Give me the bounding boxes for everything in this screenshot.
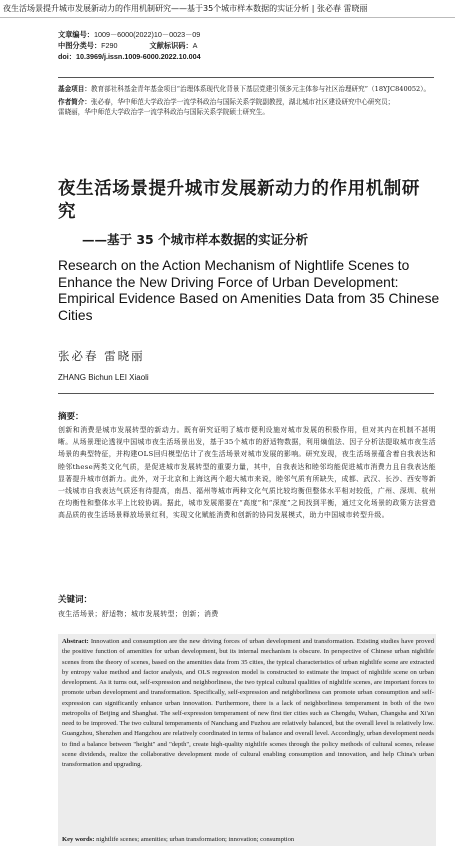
divider: [58, 77, 434, 78]
footnotes: [58, 84, 434, 120]
article-number: 文章编号：1009－6000(2022)10－0023－09: [58, 30, 201, 39]
author-note: 作者简介：张必春，华中师范大学政治学一流学科政治与国际关系学院副教授，湖北城市社区建设研究中心研究员； 雷晓丽，华中师范大学政治学一流学科政治与国际关系学院硕士研究生。: [58, 97, 395, 117]
abstract-cn-heading: 摘要：: [58, 412, 84, 422]
keywords-cn-heading: 关键词：: [58, 595, 93, 605]
subtitle-chinese: ——基于 35 个城市样本数据的实证分析: [82, 232, 309, 247]
keywords-chinese: 夜生活场景；舒适物；城市发展转型；创新；消费: [58, 610, 219, 618]
fund-note: 基金项目：教育部社科基金青年基金项目“治理体系现代化背景下基层党建引领多元主体参与社区治理研究”（18YJC840052）。: [58, 85, 431, 93]
document-code: 文献标识码：A: [149, 41, 198, 50]
authors-english: ZHANG Bichun LEI Xiaoli: [58, 373, 149, 382]
abstract-chinese: 创新和消费是城市发展转型的新动力。既有研究证明了城市便利设施对城市发展的积极作用，但对其内在机制不甚明晰。从场景理论透视中国城市夜生活场景出发，基于35个城市的舒适物数据，利用熵值法、因子分析法提取城市夜生活场景的典型特征，并构建OLS回归模型估计了夜生活场景对城市发展的影响。研究发现，夜生活场景蕴含着自我表达和睦邻these两类文化气质，是促进城市发展转型的重要力量，其中，自我表达和睦邻均能促进城市消费力且自我表达能显著提升城市创新力。此外，对于北京和上海这两个超大城市来说，睦邻气质有所缺失，成都、武汉、长沙、西安等新一线城市自我表达气质还有待提高，南昌、福州等城市两种文化气质比较均衡但整体水平相对较低，广州、深圳、杭州在均衡性和整体水平上比较协调。据此，城市发展需要在“高度”和“深度”之间找到平衡，通过文化场景的政策方法营造高品质的夜生活场景释放场景红利，实现文化赋能消费和创新的协同发展模式，助力中国城市转型升级。: [58, 426, 436, 520]
authors-chinese: 张必春 雷晓丽: [58, 349, 145, 363]
abstract-english: Abstract: Innovation and consumption are the new driving forces of urban development and transformation. Existing studies have proved the positive function of amenities for urban development, but its internal mechanism is obscure. In perspective of Chinese urban nightlife scenes from the theory of scenes, based on the amenities data from 35 cities, the typical characteristics of urban nightlife scene are extracted by entropy value method and factor analysis, and OLS regression model is constructed to estimate the impact of nightlife scene on urban development. As it turns out, self-expression and neighborliness, the two typical cultural qualities of nightlife scenes, are important forces to promote urban development and transformation. Specifically, self-expression and neighborliness can promote urban consumption and self-expression can significantly enhance urban innovation. Furthermore, there is a lack of neighborliness temperament in both of the two metropolis of Beijing and Shanghai. The self-expression temperament of new first tier cities such as Chengdu, Wuhan, Changsha and Xi'an need to be improved. The two cultural temperaments of Nanchang and Fuzhou are relatively balanced, but the overall level is relatively low. Guangzhou, Shenzhen and Hangzhou are relatively coordinated in terms of balance and overall level. Accordingly, urban development needs to find a balance between "height" and "depth", create high-quality nightlife scenes through the policy methods of cultural scenes, release scene dividends, realize the collaborative development mode of cultural enabling consumption and innovation, and help China's urban transformation and upgrading.: [62, 638, 434, 768]
clc-number: 中图分类号：F290: [58, 41, 118, 50]
title-english: Research on the Action Mechanism of Nightlife Scenes to Enhance the New Driving Force of Urban Development: Empirical Evidence Based on Amenities Data from 35 Chinese Cities: [58, 258, 440, 323]
divider: [58, 393, 434, 394]
running-head: 夜生活场景提升城市发展新动力的作用机制研究——基于35个城市样本数据的实证分析 | 张必春 雷晓丽: [0, 0, 455, 18]
article-metadata: [58, 29, 438, 62]
keywords-english: Key words: nightlife scenes; amenities; urban transformation; innovation; consumption: [62, 836, 295, 843]
doi: doi：10.3969/j.issn.1009-6000.2022.10.004: [58, 52, 201, 61]
title-chinese: 夜生活场景提升城市发展新动力的作用机制研究: [58, 179, 420, 222]
